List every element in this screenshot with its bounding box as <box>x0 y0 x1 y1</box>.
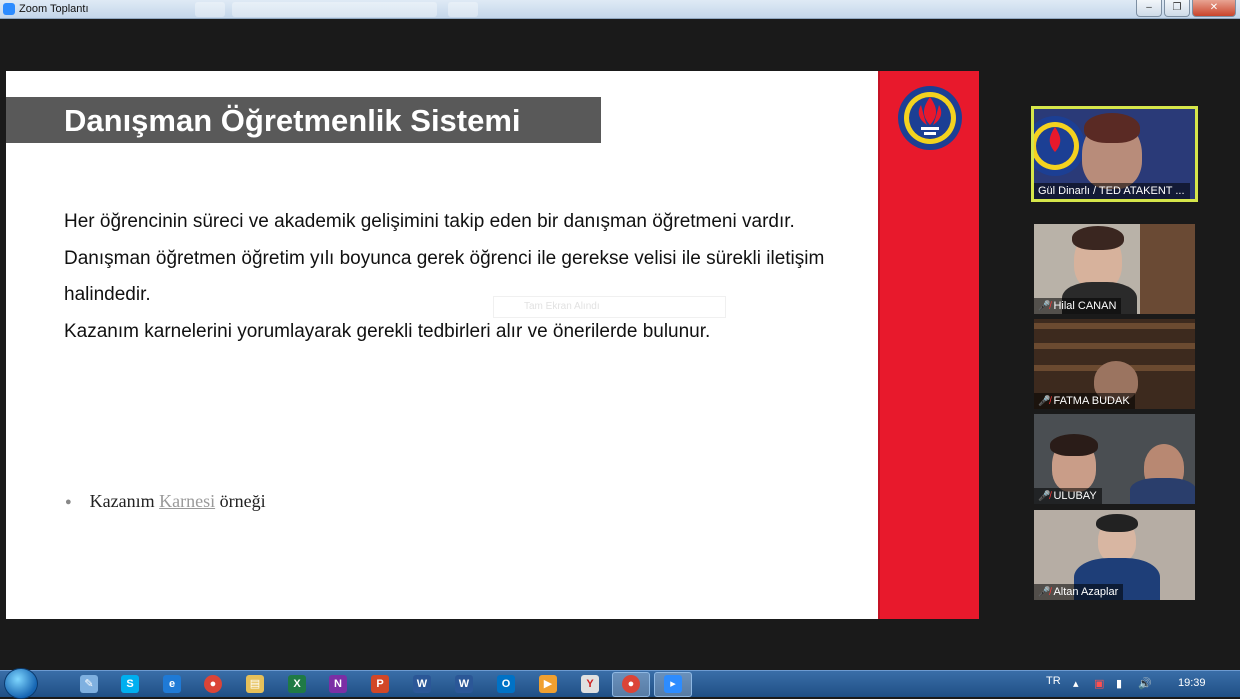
muted-mic-icon: 🎤̸ <box>1038 587 1051 598</box>
bullet-text-after: örneği <box>215 491 266 511</box>
participant-name: Gül Dinarlı / TED ATAKENT ... <box>1034 183 1190 199</box>
participant-name <box>1034 584 1123 600</box>
participant-name-text: Altan Azaplar <box>1053 586 1119 598</box>
pen-tool-icon[interactable]: ✎ <box>80 675 98 693</box>
participant-video-hair <box>1096 514 1138 532</box>
slide-bullet <box>65 491 266 512</box>
karnesi-link[interactable]: Karnesi <box>159 491 216 511</box>
excel-icon[interactable]: X <box>288 675 306 693</box>
participant-tile[interactable] <box>1034 109 1195 199</box>
participant-name <box>1034 298 1121 314</box>
language-indicator[interactable]: TR <box>1046 675 1061 687</box>
participant-video-body <box>1130 478 1195 504</box>
onenote-icon[interactable]: N <box>329 675 347 693</box>
slide-title: Danışman Öğretmenlik Sistemi <box>64 103 521 138</box>
ghost-tab <box>448 2 478 17</box>
participant-name-text: ULUBAY <box>1053 490 1097 502</box>
zoom-icon[interactable]: ▸ <box>664 675 682 693</box>
ie-icon[interactable]: e <box>163 675 181 693</box>
participant-video-hair <box>1072 226 1124 250</box>
slide-title-bar <box>6 97 601 143</box>
clock-time[interactable]: 19:39 <box>1178 677 1206 689</box>
bookshelf-background <box>1140 224 1195 314</box>
skype-icon[interactable]: S <box>121 675 139 693</box>
bookshelf-background <box>1034 343 1195 349</box>
ghost-tab <box>232 2 437 17</box>
window-controls <box>1136 0 1236 17</box>
fullscreen-overlay-label: Tam Ekran Alındı <box>493 296 726 318</box>
slide-red-band <box>880 71 979 619</box>
shared-screen-area <box>0 20 1240 670</box>
zoom-app-icon <box>3 3 15 15</box>
ted-logo-icon <box>1034 115 1086 177</box>
participant-video-hair <box>1084 113 1140 143</box>
presentation-slide <box>6 71 979 619</box>
participant-tile[interactable] <box>1034 510 1195 600</box>
participant-tile[interactable] <box>1034 224 1195 314</box>
window-title: Zoom Toplantı <box>19 3 89 15</box>
maximize-button[interactable]: ❐ <box>1164 0 1190 17</box>
participant-name <box>1034 488 1102 504</box>
minimize-button[interactable]: – <box>1136 0 1162 17</box>
slide-paragraph: Danışman öğretmen öğretim yılı boyunca gerek öğrenci ile gerekse velisi ile sürekli iletişim halindedir. <box>64 247 825 305</box>
participant-name <box>1034 393 1135 409</box>
participant-tile[interactable] <box>1034 414 1195 504</box>
bookshelf-background <box>1034 323 1195 329</box>
ted-logo-icon <box>897 85 963 151</box>
muted-mic-icon: 🎤̸ <box>1038 396 1051 407</box>
outlook-icon[interactable]: O <box>497 675 515 693</box>
chrome-icon[interactable]: ● <box>622 675 640 693</box>
participant-tile[interactable] <box>1034 319 1195 409</box>
tray-expand-icon[interactable]: ▴ <box>1073 678 1079 690</box>
participant-name-text: FATMA BUDAK <box>1053 395 1130 407</box>
windows-taskbar <box>0 670 1240 697</box>
ghost-tab <box>195 2 225 17</box>
start-button[interactable] <box>4 668 38 699</box>
slide-paragraph: Her öğrencinin süreci ve akademik gelişimini takip eden bir danışman öğretmeni vardır. <box>64 211 795 232</box>
close-button[interactable]: ✕ <box>1192 0 1236 17</box>
slide-body-text <box>64 204 844 350</box>
muted-mic-icon: 🎤̸ <box>1038 301 1051 312</box>
explorer-icon[interactable]: ▤ <box>246 675 264 693</box>
powerpoint-icon[interactable]: P <box>371 675 389 693</box>
participant-video-hair <box>1050 434 1098 456</box>
window-titlebar <box>0 0 1240 19</box>
slide-paragraph: Kazanım karnelerini yorumlayarak gerekli tedbirleri alır ve önerilerde bulunur. <box>64 320 711 342</box>
volume-icon[interactable]: 🔊 <box>1138 678 1152 690</box>
yandex-icon[interactable]: Y <box>581 675 599 693</box>
network-icon[interactable]: ▣ <box>1094 678 1105 690</box>
chrome-icon[interactable]: ● <box>204 675 222 693</box>
muted-mic-icon: 🎤̸ <box>1038 491 1051 502</box>
media-player-icon[interactable]: ▶ <box>539 675 557 693</box>
bullet-text-before: Kazanım <box>89 491 160 511</box>
word-alt-icon[interactable]: W <box>455 675 473 693</box>
bullet-dot-icon: ● <box>65 496 72 508</box>
signal-icon[interactable]: ▮ <box>1116 678 1123 690</box>
participant-name-text: Hilal CANAN <box>1053 300 1117 312</box>
word-icon[interactable]: W <box>413 675 431 693</box>
